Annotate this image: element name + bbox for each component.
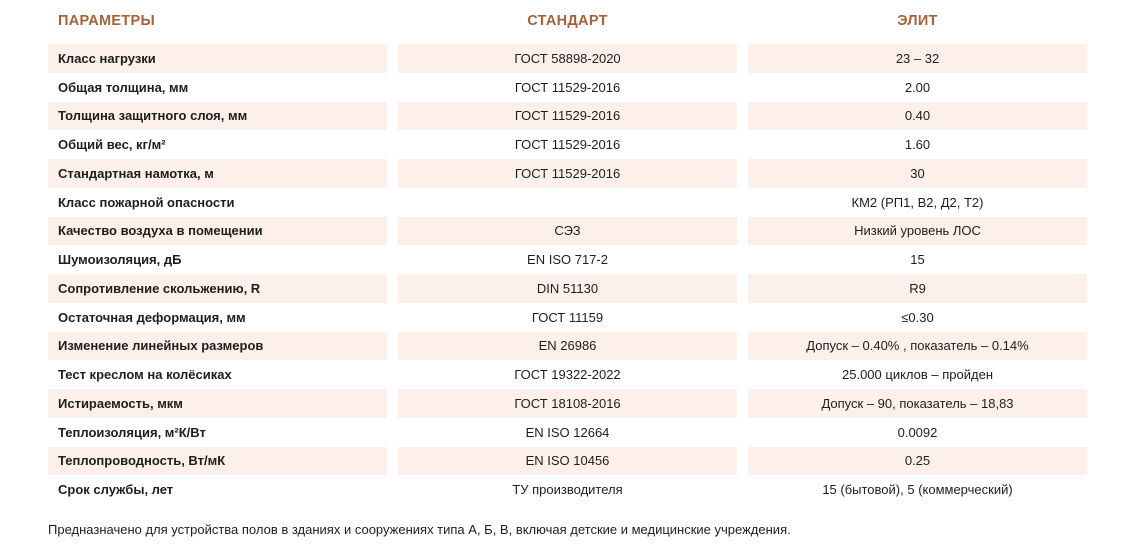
standard-cell: ГОСТ 11529-2016	[514, 79, 621, 95]
table-row	[48, 130, 1087, 159]
column-header-standard: СТАНДАРТ	[527, 13, 608, 29]
standard-cell: EN 26986	[398, 332, 737, 361]
table-row	[48, 447, 1087, 476]
elit-cell: 15	[910, 252, 925, 268]
param-cell: Класс пожарной опасности	[58, 194, 235, 210]
column-header-parameters: ПАРАМЕТРЫ	[58, 13, 155, 29]
spec-table	[48, 6, 1087, 504]
param-cell: Теплопроводность, Вт/мК	[48, 447, 387, 476]
param-cell: Стандартная намотка, м	[48, 159, 387, 188]
elit-cell: 23 – 32	[748, 44, 1087, 73]
standard-cell: ГОСТ 19322-2022	[514, 367, 621, 383]
param-cell: Остаточная деформация, мм	[58, 309, 246, 325]
param-cell: Срок службы, лет	[58, 482, 174, 498]
param-cell: Класс нагрузки	[48, 44, 387, 73]
elit-cell: 15 (бытовой), 5 (коммерческий)	[822, 482, 1013, 498]
param-cell: Общий вес, кг/м²	[58, 137, 166, 153]
elit-cell: Допуск – 0.40% , показатель – 0.14%	[748, 332, 1087, 361]
standard-cell: EN ISO 10456	[398, 447, 737, 476]
table-row	[48, 188, 1087, 217]
standard-cell: EN ISO 717-2	[527, 252, 608, 268]
elit-cell: 30	[748, 159, 1087, 188]
param-cell: Истираемость, мкм	[48, 389, 387, 418]
param-cell: Шумоизоляция, дБ	[58, 252, 182, 268]
standard-cell: ГОСТ 11529-2016	[398, 159, 737, 188]
table-row	[48, 303, 1087, 332]
table-row	[48, 418, 1087, 447]
table-row	[48, 44, 1087, 73]
elit-cell: 2.00	[904, 79, 931, 95]
table-row	[48, 332, 1087, 361]
column-header-elit: ЭЛИТ	[897, 13, 938, 29]
standard-cell: СЭЗ	[398, 217, 737, 246]
param-cell: Толщина защитного слоя, мм	[48, 102, 387, 131]
param-cell: Общая толщина, мм	[58, 79, 189, 95]
table-row	[48, 217, 1087, 246]
param-cell: Теплоизоляция, м²К/Вт	[58, 424, 206, 440]
standard-cell: EN ISO 12664	[525, 424, 610, 440]
standard-cell: ГОСТ 18108-2016	[398, 389, 737, 418]
standard-cell: ГОСТ 58898-2020	[398, 44, 737, 73]
elit-cell: КМ2 (РП1, В2, Д2, Т2)	[851, 194, 984, 210]
param-cell: Сопротивление скольжению, R	[48, 274, 387, 303]
table-row	[48, 102, 1087, 131]
elit-cell: R9	[748, 274, 1087, 303]
standard-cell: ГОСТ 11529-2016	[514, 137, 621, 153]
table-row	[48, 159, 1087, 188]
elit-cell: 0.0092	[897, 424, 938, 440]
elit-cell: Допуск – 90, показатель – 18,83	[748, 389, 1087, 418]
table-row	[48, 73, 1087, 102]
standard-cell: ГОСТ 11529-2016	[398, 102, 737, 131]
table-row	[48, 360, 1087, 389]
table-row	[48, 389, 1087, 418]
param-cell: Тест креслом на колёсиках	[58, 367, 232, 383]
table-row	[48, 245, 1087, 274]
elit-cell: 0.25	[748, 447, 1087, 476]
elit-cell: 1.60	[904, 137, 931, 153]
elit-cell: Низкий уровень ЛОС	[748, 217, 1087, 246]
usage-note: Предназначено для устройства полов в зданиях и сооружениях типа А, Б, В, включая детские и медицинские учреждения.	[48, 522, 791, 537]
param-cell: Изменение линейных размеров	[48, 332, 387, 361]
standard-cell: DIN 51130	[398, 274, 737, 303]
table-row	[48, 274, 1087, 303]
standard-cell: ТУ производителя	[512, 482, 623, 498]
table-row	[48, 475, 1087, 504]
standard-cell	[398, 188, 737, 217]
param-cell: Качество воздуха в помещении	[48, 217, 387, 246]
elit-cell: 0.40	[748, 102, 1087, 131]
elit-cell: ≤0.30	[901, 309, 934, 325]
standard-cell: ГОСТ 11159	[531, 309, 604, 325]
table-header-row	[48, 6, 1087, 36]
elit-cell: 25.000 циклов – пройден	[842, 367, 993, 383]
